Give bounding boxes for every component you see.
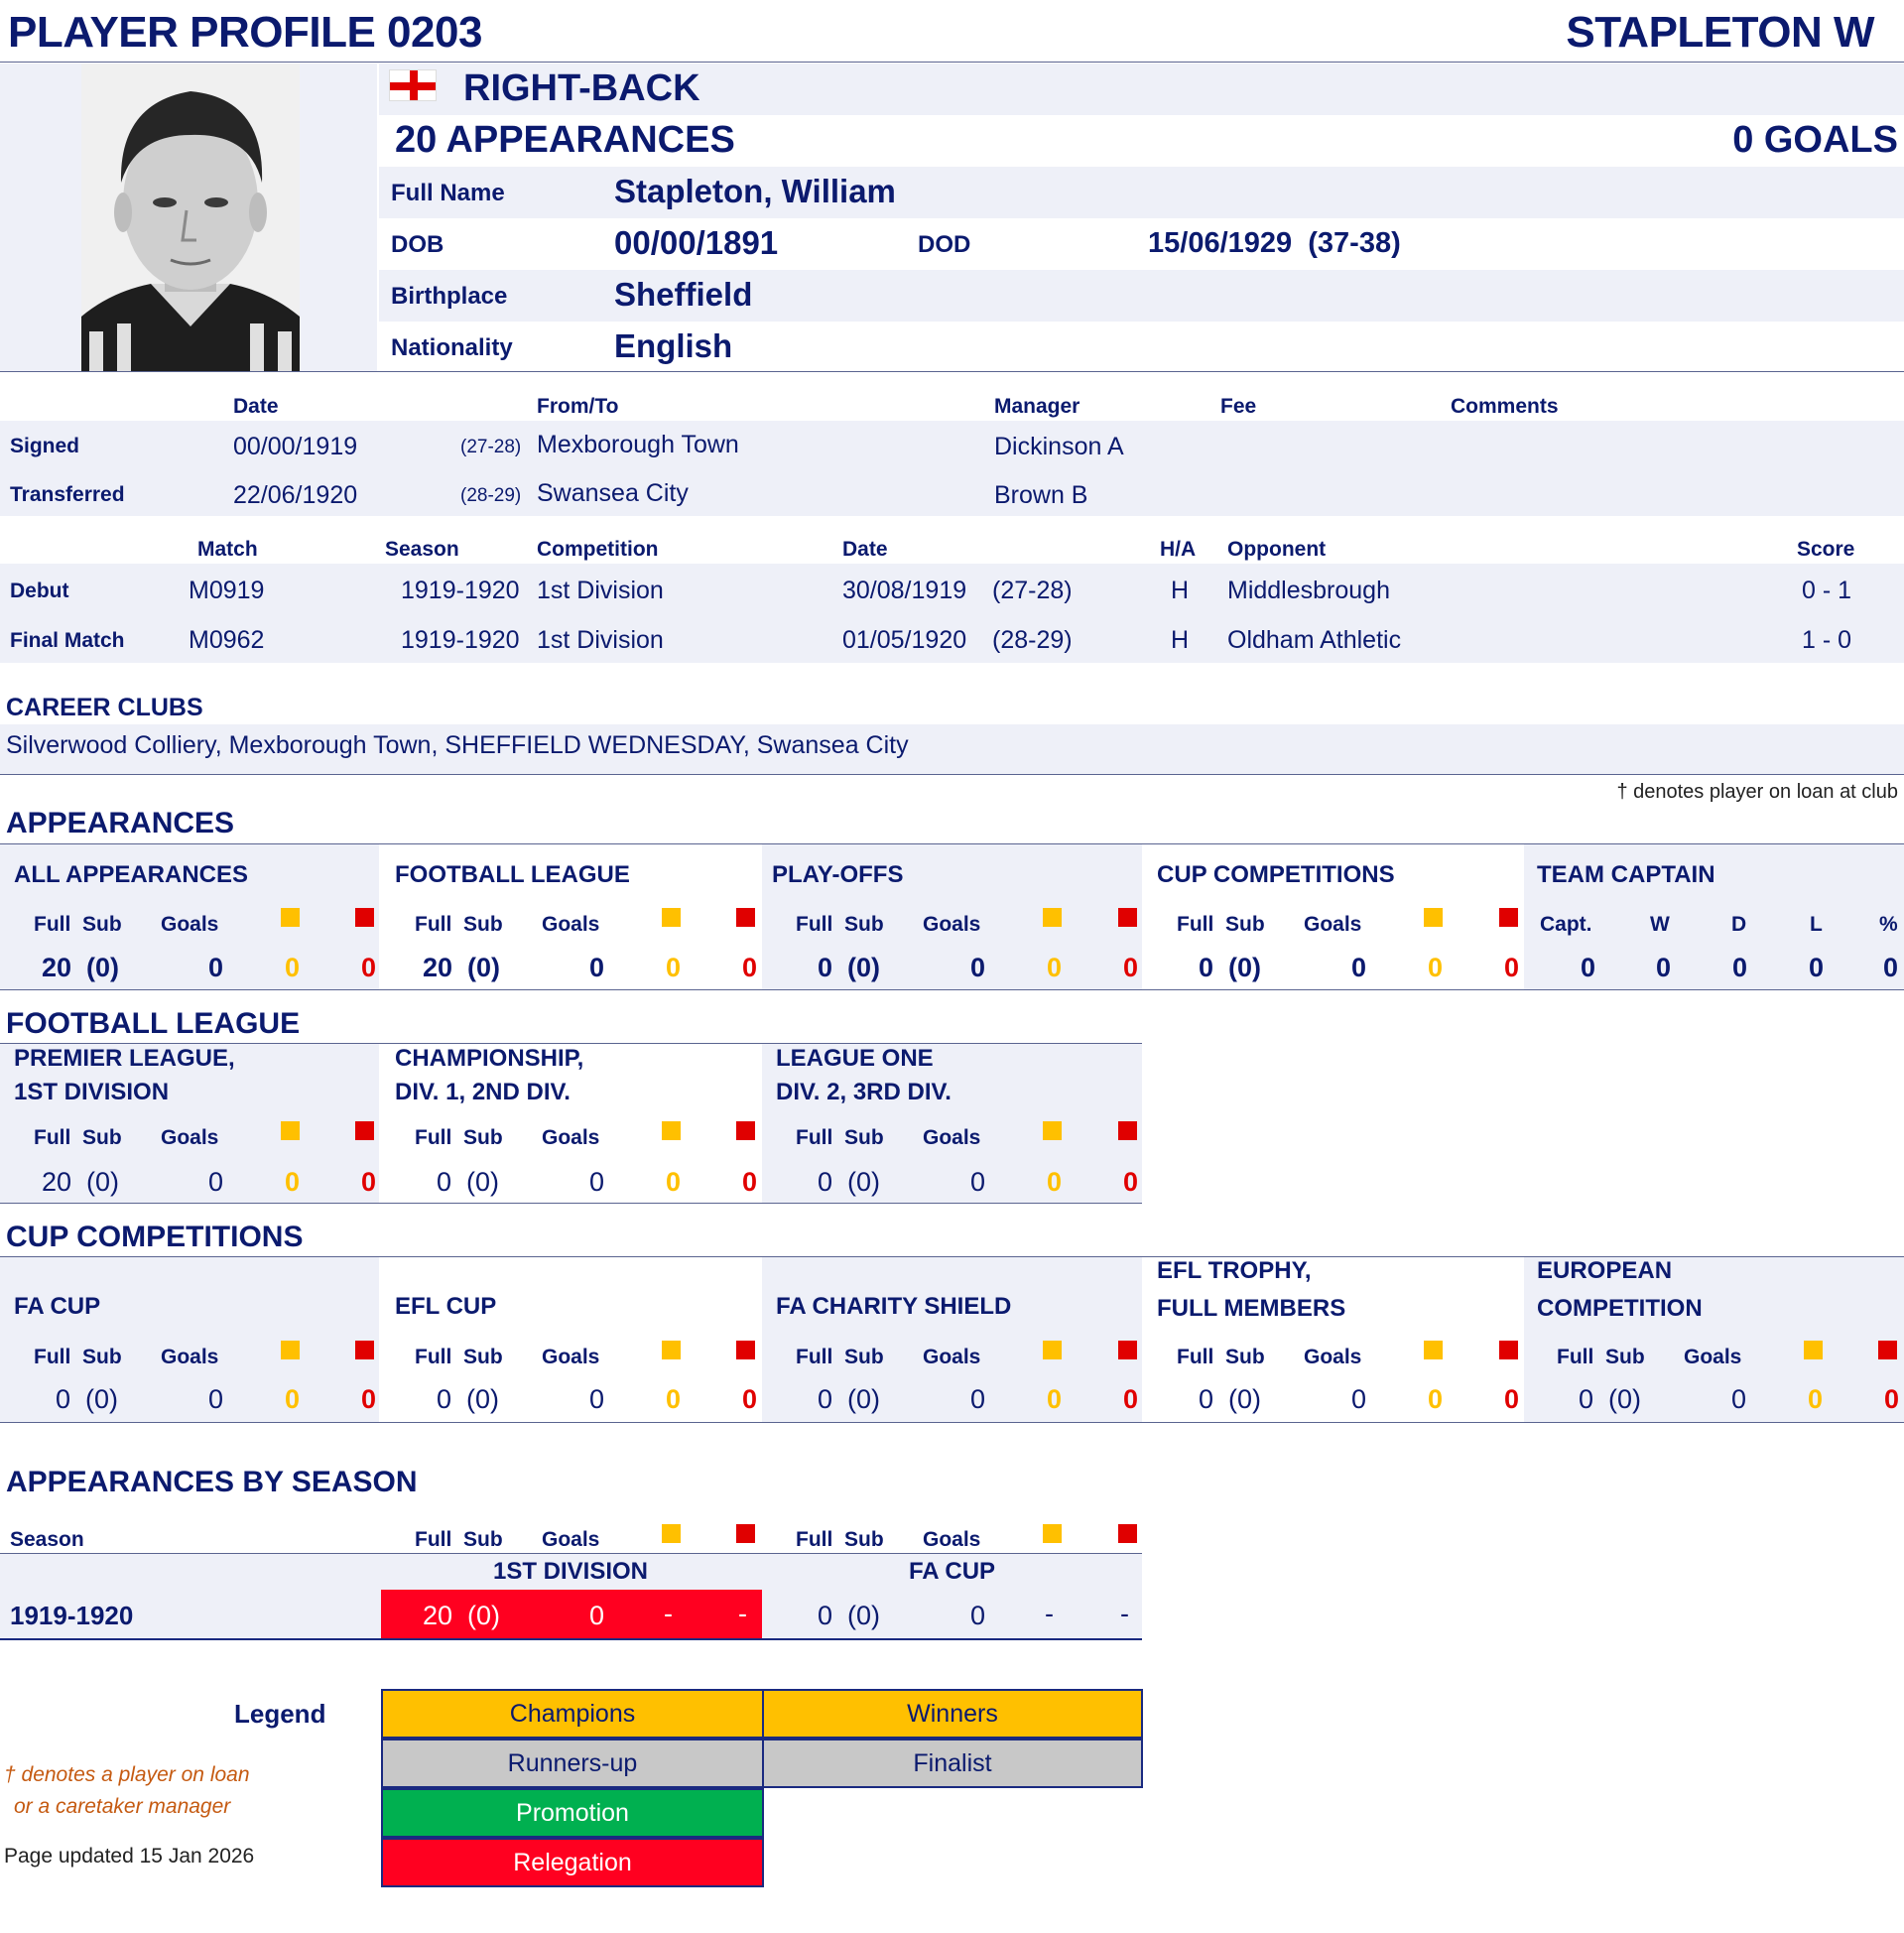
col-header-ha: H/A bbox=[1160, 538, 1197, 561]
yellow-card-icon bbox=[662, 908, 681, 927]
stat-red: 0 bbox=[1504, 1384, 1520, 1414]
debut-opponent: Middlesbrough bbox=[1227, 577, 1390, 604]
final-ha: H bbox=[1171, 626, 1190, 654]
captain-l-value: 0 bbox=[1809, 953, 1825, 982]
league-block-title: LEAGUE ONE bbox=[776, 1045, 934, 1072]
nationality-value: English bbox=[614, 327, 733, 364]
season-col-label: Season bbox=[10, 1528, 84, 1551]
legend-loan-note: † denotes a player on loan bbox=[4, 1763, 250, 1786]
col-header-match-date: Date bbox=[842, 538, 888, 561]
col-header-manager: Manager bbox=[994, 395, 1080, 418]
career-clubs: Silverwood Colliery, Mexborough Town, SHEFFIELD WEDNESDAY, Swansea City bbox=[6, 731, 909, 759]
season-c1-goals: 0 bbox=[589, 1601, 605, 1630]
stat-red: 0 bbox=[361, 953, 377, 982]
league-block-title: CHAMPIONSHIP, bbox=[395, 1045, 584, 1072]
transferred-manager: Brown B bbox=[994, 481, 1088, 509]
season-c2-red: - bbox=[1120, 1599, 1129, 1628]
yellow-card-icon bbox=[281, 908, 300, 927]
stat-red: 0 bbox=[742, 1167, 758, 1197]
legend-champions: Champions bbox=[381, 1689, 764, 1739]
col-header-match: Match bbox=[197, 538, 258, 561]
stat-fullsub: 0 (0) bbox=[1199, 1384, 1262, 1414]
dod-label: DOD bbox=[918, 231, 971, 258]
col-goals: Goals bbox=[542, 1126, 600, 1149]
debut-season: 1919-1920 bbox=[401, 577, 520, 604]
divider bbox=[0, 1422, 1904, 1423]
signed-age: (27-28) bbox=[460, 437, 522, 457]
debut-competition: 1st Division bbox=[537, 577, 664, 604]
captain-pct-value: 0 bbox=[1883, 953, 1899, 982]
red-card-icon bbox=[1878, 1341, 1897, 1359]
stat-fullsub: 0 (0) bbox=[818, 1167, 881, 1197]
col-full-sub: Full Sub bbox=[796, 1126, 884, 1149]
dod-value: 15/06/1929 (37-38) bbox=[1148, 227, 1401, 259]
col-header-date: Date bbox=[233, 395, 279, 418]
yellow-card-icon bbox=[1424, 908, 1443, 927]
divider bbox=[0, 371, 1904, 372]
stat-fullsub: 0 (0) bbox=[818, 953, 881, 982]
season-c2-yellow: - bbox=[1045, 1599, 1054, 1628]
stat-goals: 0 bbox=[970, 1384, 986, 1414]
debut-score: 0 - 1 bbox=[1802, 577, 1852, 604]
col-header-opponent: Opponent bbox=[1227, 538, 1327, 561]
player-photo bbox=[81, 64, 300, 371]
yellow-card-icon bbox=[281, 1121, 300, 1140]
col-full-sub: Full Sub bbox=[34, 1346, 122, 1368]
signed-date: 00/00/1919 bbox=[233, 433, 358, 460]
red-card-icon bbox=[1499, 1341, 1518, 1359]
league-block-title: PREMIER LEAGUE, bbox=[14, 1045, 235, 1072]
debut-date: 30/08/1919 bbox=[842, 577, 967, 604]
stat-goals: 0 bbox=[1731, 1384, 1747, 1414]
col-full-sub: Full Sub bbox=[34, 913, 122, 936]
stat-fullsub: 0 (0) bbox=[437, 1384, 500, 1414]
divider bbox=[0, 62, 1904, 63]
career-title: CAREER CLUBS bbox=[6, 694, 203, 721]
goals-total: 0 GOALS bbox=[1732, 119, 1898, 161]
info-band bbox=[379, 270, 1904, 322]
stat-goals: 0 bbox=[970, 1167, 986, 1197]
col-goals: Goals bbox=[1684, 1346, 1742, 1368]
stat-yellow: 0 bbox=[666, 953, 682, 982]
yellow-card-icon bbox=[1804, 1341, 1823, 1359]
football-league-section-title: FOOTBALL LEAGUE bbox=[6, 1007, 301, 1040]
cup-block-title: FA CUP bbox=[14, 1293, 101, 1320]
stat-yellow: 0 bbox=[1428, 1384, 1444, 1414]
page-title: PLAYER PROFILE 0203 bbox=[8, 8, 482, 57]
stat-yellow: 0 bbox=[1047, 953, 1063, 982]
col-full-sub: Full Sub bbox=[415, 913, 503, 936]
signed-manager: Dickinson A bbox=[994, 433, 1124, 460]
final-competition: 1st Division bbox=[537, 626, 664, 654]
divider bbox=[0, 1638, 1142, 1640]
stat-yellow: 0 bbox=[666, 1384, 682, 1414]
col-goals: Goals bbox=[923, 1528, 981, 1551]
birthplace-label: Birthplace bbox=[391, 283, 508, 310]
stat-red: 0 bbox=[361, 1384, 377, 1414]
stat-red: 0 bbox=[1123, 1167, 1139, 1197]
captain-header-w: W bbox=[1650, 913, 1670, 936]
stat-goals: 0 bbox=[208, 1384, 224, 1414]
captain-capt-value: 0 bbox=[1581, 953, 1596, 982]
col-full-sub: Full Sub bbox=[1177, 1346, 1265, 1368]
season-c2-fullsub: 0 (0) bbox=[818, 1601, 881, 1630]
divider bbox=[0, 989, 1904, 990]
col-goals: Goals bbox=[923, 1346, 981, 1368]
legend-runners-up: Runners-up bbox=[381, 1739, 764, 1788]
captain-header-capt: Capt. bbox=[1540, 913, 1592, 936]
yellow-card-icon bbox=[1043, 908, 1062, 927]
stat-fullsub: 20 (0) bbox=[42, 953, 120, 982]
stat-goals: 0 bbox=[589, 1167, 605, 1197]
player-short-name: STAPLETON W bbox=[1566, 8, 1874, 57]
season-comp-1: 1ST DIVISION bbox=[492, 1558, 649, 1585]
stat-goals: 0 bbox=[208, 1167, 224, 1197]
col-goals: Goals bbox=[161, 913, 219, 936]
transferred-club: Swansea City bbox=[537, 479, 689, 507]
yellow-card-icon bbox=[662, 1121, 681, 1140]
cup-block-subtitle: FULL MEMBERS bbox=[1157, 1295, 1346, 1322]
stat-red: 0 bbox=[1123, 953, 1139, 982]
legend-caretaker-note: or a caretaker manager bbox=[14, 1795, 231, 1818]
yellow-card-icon bbox=[1043, 1121, 1062, 1140]
yellow-card-icon bbox=[1043, 1524, 1062, 1543]
captain-header-l: L bbox=[1810, 913, 1823, 936]
col-header-season: Season bbox=[385, 538, 459, 561]
legend-winners: Winners bbox=[762, 1689, 1143, 1739]
col-full-sub: Full Sub bbox=[1177, 913, 1265, 936]
stat-yellow: 0 bbox=[285, 1167, 301, 1197]
col-header-competition: Competition bbox=[537, 538, 659, 561]
legend-promotion: Promotion bbox=[381, 1788, 764, 1838]
stat-goals: 0 bbox=[589, 953, 605, 982]
season-section-title: APPEARANCES BY SEASON bbox=[6, 1466, 418, 1498]
dob-label: DOB bbox=[391, 231, 444, 258]
final-age: (28-29) bbox=[992, 626, 1073, 654]
col-goals: Goals bbox=[923, 1126, 981, 1149]
season-comp-2: FA CUP bbox=[908, 1558, 996, 1585]
col-header-fee: Fee bbox=[1220, 395, 1257, 418]
col-header-comments: Comments bbox=[1451, 395, 1559, 418]
yellow-card-icon bbox=[1424, 1341, 1443, 1359]
col-header-score: Score bbox=[1797, 538, 1855, 561]
captain-d-value: 0 bbox=[1732, 953, 1748, 982]
stat-red: 0 bbox=[1123, 1384, 1139, 1414]
stat-goals: 0 bbox=[1351, 953, 1367, 982]
transferred-label: Transferred bbox=[10, 483, 125, 506]
col-goals: Goals bbox=[1304, 1346, 1362, 1368]
debut-ha: H bbox=[1171, 577, 1190, 604]
yellow-card-icon bbox=[1043, 1341, 1062, 1359]
transferred-date: 22/06/1920 bbox=[233, 481, 358, 509]
season-c2-goals: 0 bbox=[970, 1601, 986, 1630]
play-offs-title: PLAY-OFFS bbox=[772, 861, 904, 888]
red-card-icon bbox=[736, 1341, 755, 1359]
cup-block-title: EFL TROPHY, bbox=[1157, 1257, 1312, 1284]
col-full-sub: Full Sub bbox=[796, 913, 884, 936]
stat-fullsub: 0 (0) bbox=[818, 1384, 881, 1414]
team-captain-title: TEAM CAPTAIN bbox=[1537, 861, 1715, 888]
divider bbox=[0, 774, 1904, 775]
stat-goals: 0 bbox=[970, 953, 986, 982]
england-flag-icon bbox=[389, 69, 437, 101]
nationality-label: Nationality bbox=[391, 334, 513, 361]
yellow-card-icon bbox=[662, 1524, 681, 1543]
stat-yellow: 0 bbox=[285, 953, 301, 982]
legend-title: Legend bbox=[234, 1699, 326, 1729]
final-opponent: Oldham Athletic bbox=[1227, 626, 1402, 654]
debut-age: (27-28) bbox=[992, 577, 1073, 604]
stat-fullsub: 0 (0) bbox=[1199, 953, 1262, 982]
red-card-icon bbox=[736, 908, 755, 927]
appearances-title: APPEARANCES bbox=[6, 807, 235, 839]
stat-fullsub: 0 (0) bbox=[437, 1167, 500, 1197]
red-card-icon bbox=[1118, 1121, 1137, 1140]
player-position: RIGHT-BACK bbox=[463, 67, 700, 109]
stat-goals: 0 bbox=[589, 1384, 605, 1414]
col-goals: Goals bbox=[542, 913, 600, 936]
cup-block-title: EFL CUP bbox=[395, 1293, 497, 1320]
debut-label: Debut bbox=[10, 580, 69, 602]
red-card-icon bbox=[1118, 908, 1137, 927]
col-full-sub: Full Sub bbox=[796, 1528, 884, 1551]
col-full-sub: Full Sub bbox=[34, 1126, 122, 1149]
stat-yellow: 0 bbox=[1047, 1384, 1063, 1414]
col-full-sub: Full Sub bbox=[415, 1346, 503, 1368]
final-score: 1 - 0 bbox=[1802, 626, 1852, 654]
stat-fullsub: 20 (0) bbox=[42, 1167, 120, 1197]
stat-goals: 0 bbox=[1351, 1384, 1367, 1414]
dob-value: 00/00/1891 bbox=[614, 224, 779, 261]
red-card-icon bbox=[736, 1121, 755, 1140]
final-date: 01/05/1920 bbox=[842, 626, 967, 654]
stat-red: 0 bbox=[361, 1167, 377, 1197]
legend-finalist: Finalist bbox=[762, 1739, 1143, 1788]
page-updated: Page updated 15 Jan 2026 bbox=[4, 1845, 255, 1868]
transferred-age: (28-29) bbox=[460, 485, 522, 506]
all-appearances-title: ALL APPEARANCES bbox=[14, 861, 249, 888]
red-card-icon bbox=[1499, 908, 1518, 927]
red-card-icon bbox=[355, 908, 374, 927]
stat-red: 0 bbox=[1884, 1384, 1900, 1414]
cup-section-title: CUP COMPETITIONS bbox=[6, 1221, 304, 1253]
league-block-subtitle: DIV. 2, 3RD DIV. bbox=[776, 1079, 952, 1105]
yellow-card-icon bbox=[281, 1341, 300, 1359]
red-card-icon bbox=[355, 1341, 374, 1359]
col-goals: Goals bbox=[161, 1126, 219, 1149]
stat-yellow: 0 bbox=[666, 1167, 682, 1197]
info-band bbox=[379, 167, 1904, 218]
col-full-sub: Full Sub bbox=[1557, 1346, 1645, 1368]
col-goals: Goals bbox=[923, 913, 981, 936]
stat-yellow: 0 bbox=[1808, 1384, 1824, 1414]
stat-goals: 0 bbox=[208, 953, 224, 982]
red-card-icon bbox=[355, 1121, 374, 1140]
red-card-icon bbox=[1118, 1341, 1137, 1359]
stat-red: 0 bbox=[1504, 953, 1520, 982]
col-full-sub: Full Sub bbox=[415, 1528, 503, 1551]
cup-block-title: FA CHARITY SHIELD bbox=[776, 1293, 1012, 1320]
cup-block-title: EUROPEAN bbox=[1537, 1257, 1673, 1284]
signed-club: Mexborough Town bbox=[537, 431, 739, 458]
signed-label: Signed bbox=[10, 435, 80, 457]
red-card-icon bbox=[736, 1524, 755, 1543]
red-card-icon bbox=[1118, 1524, 1137, 1543]
stat-red: 0 bbox=[742, 1384, 758, 1414]
col-goals: Goals bbox=[1304, 913, 1362, 936]
stat-fullsub: 20 (0) bbox=[423, 953, 501, 982]
debut-match: M0919 bbox=[189, 577, 265, 604]
season-row-season: 1919-1920 bbox=[10, 1601, 134, 1630]
stat-yellow: 0 bbox=[285, 1384, 301, 1414]
col-full-sub: Full Sub bbox=[796, 1346, 884, 1368]
stat-red: 0 bbox=[742, 953, 758, 982]
full-name-value: Stapleton, William bbox=[614, 173, 896, 209]
captain-header-pct: % bbox=[1879, 913, 1898, 936]
col-header-from-to: From/To bbox=[537, 395, 619, 418]
col-goals: Goals bbox=[161, 1346, 219, 1368]
final-season: 1919-1920 bbox=[401, 626, 520, 654]
birthplace-value: Sheffield bbox=[614, 276, 753, 313]
divider bbox=[0, 1203, 1142, 1204]
season-c1-fullsub: 20 (0) bbox=[423, 1601, 501, 1630]
football-league-title: FOOTBALL LEAGUE bbox=[395, 861, 630, 888]
cup-competitions-title: CUP COMPETITIONS bbox=[1157, 861, 1395, 888]
captain-header-d: D bbox=[1731, 913, 1747, 936]
league-block-subtitle: DIV. 1, 2ND DIV. bbox=[395, 1079, 571, 1105]
full-name-label: Full Name bbox=[391, 180, 505, 206]
stat-fullsub: 0 (0) bbox=[1579, 1384, 1642, 1414]
col-goals: Goals bbox=[542, 1346, 600, 1368]
season-c1-red: - bbox=[738, 1599, 747, 1628]
league-block-subtitle: 1ST DIVISION bbox=[14, 1079, 170, 1105]
stat-yellow: 0 bbox=[1047, 1167, 1063, 1197]
captain-w-value: 0 bbox=[1656, 953, 1672, 982]
yellow-card-icon bbox=[662, 1341, 681, 1359]
col-goals: Goals bbox=[542, 1528, 600, 1551]
season-c1-yellow: - bbox=[664, 1599, 673, 1628]
appearances-total: 20 APPEARANCES bbox=[395, 119, 735, 161]
cup-block-subtitle: COMPETITION bbox=[1537, 1295, 1703, 1322]
stat-yellow: 0 bbox=[1428, 953, 1444, 982]
loan-note: † denotes player on loan at club bbox=[1616, 781, 1898, 803]
stat-fullsub: 0 (0) bbox=[56, 1384, 119, 1414]
col-full-sub: Full Sub bbox=[415, 1126, 503, 1149]
final-match: M0962 bbox=[189, 626, 265, 654]
legend-relegation: Relegation bbox=[381, 1838, 764, 1887]
final-match-label: Final Match bbox=[10, 629, 125, 652]
